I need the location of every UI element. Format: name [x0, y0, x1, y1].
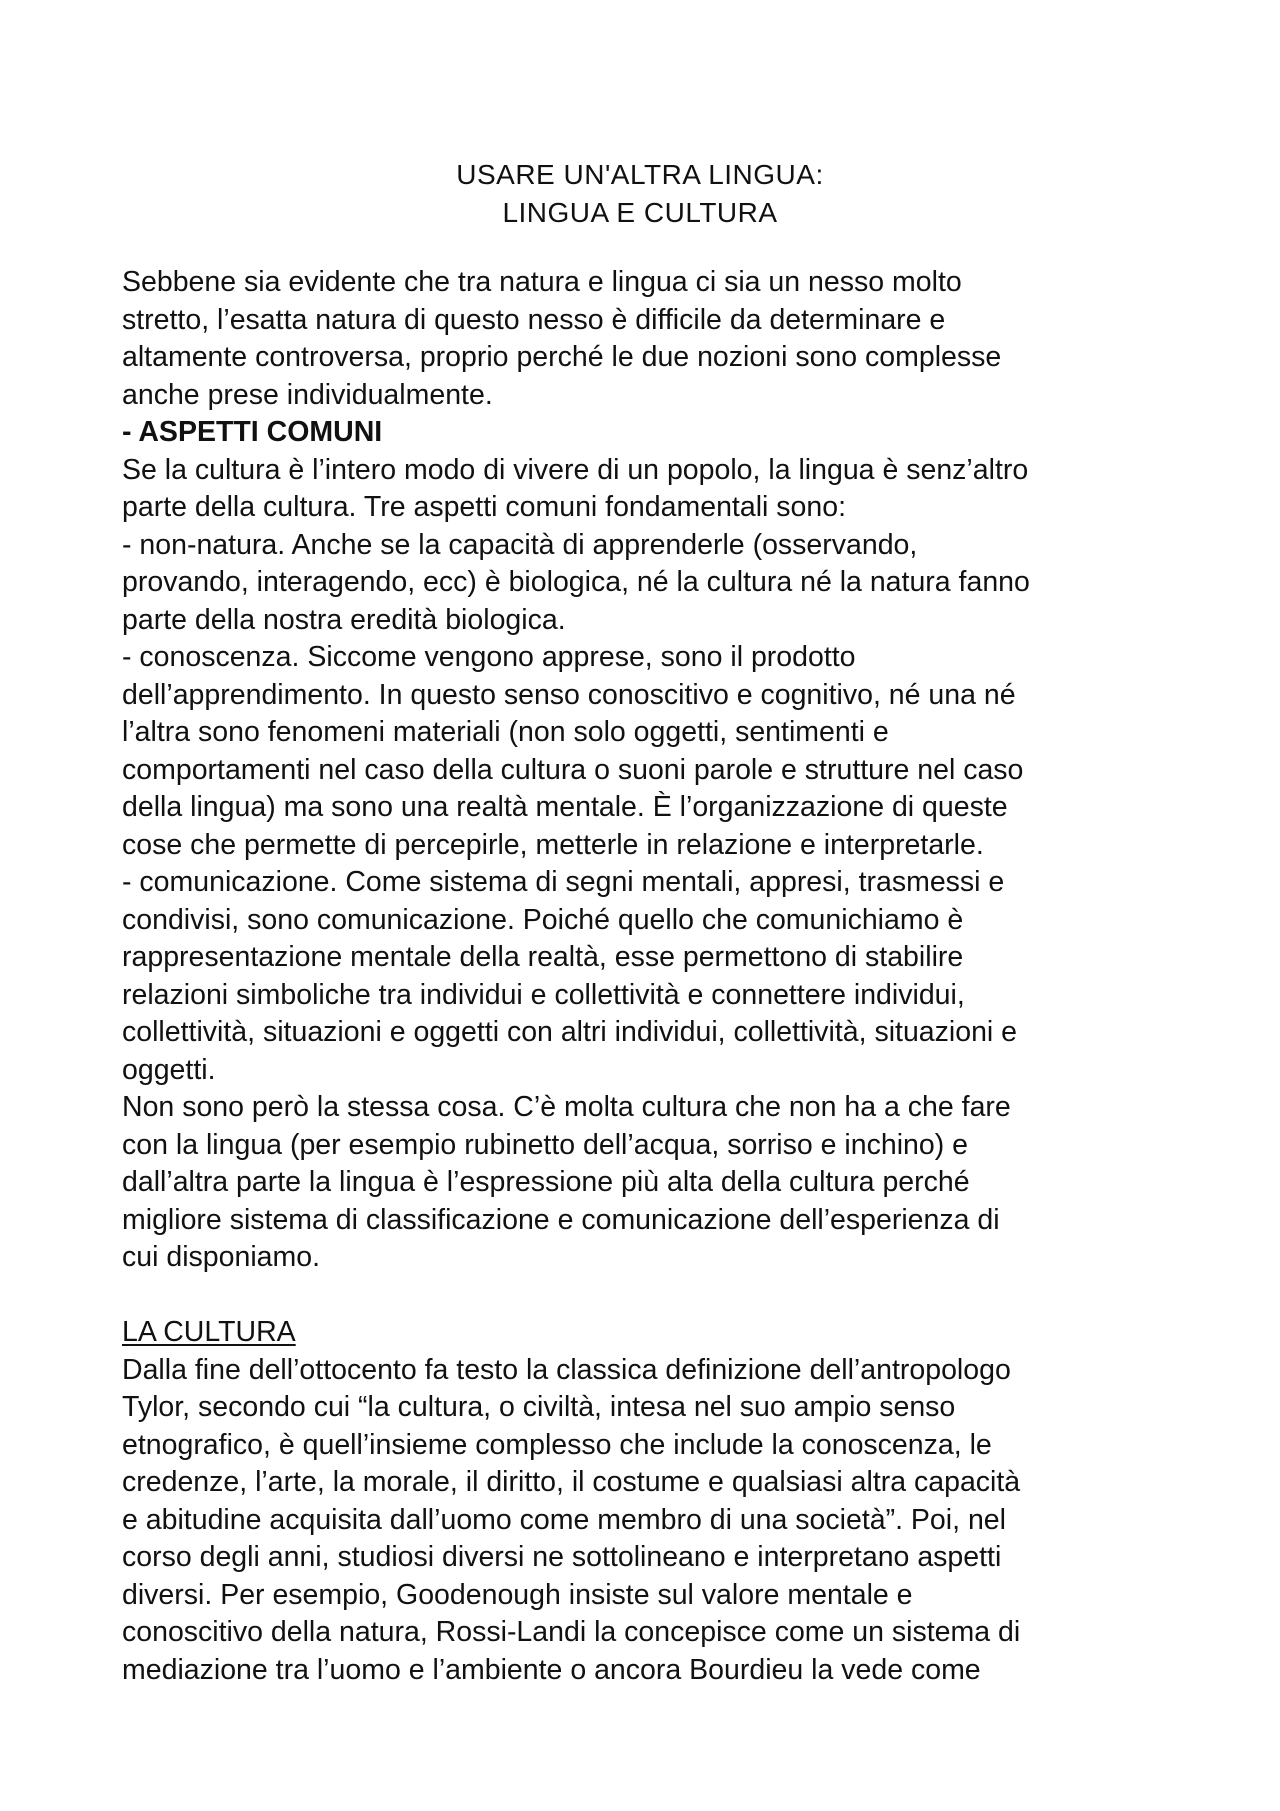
- text-line: con la lingua (per esempio rubinetto dell’acqua, sorriso e inchino) e: [122, 1128, 968, 1161]
- text-line: - comunicazione. Come sistema di segni mentali, appresi, trasmessi e: [122, 866, 1005, 898]
- text-line: migliore sistema di classificazione e comunicazione dell’esperienza di: [122, 1203, 1000, 1236]
- la-cultura-section: [122, 1352, 1162, 1690]
- text-line: Se la cultura è l’intero modo di vivere di un popolo, la lingua è senz’altro: [122, 453, 1029, 486]
- text-line: etnografico, è quell’insieme complesso che include la conoscenza, le: [122, 1428, 992, 1461]
- text-line: dall’altra parte la lingua è l’espressione più alta della cultura perché: [122, 1166, 970, 1198]
- text-line: comportamenti nel caso della cultura o suoni parole e strutture nel caso: [122, 753, 1024, 786]
- text-line: - conoscenza. Siccome vengono apprese, sono il prodotto: [122, 641, 856, 673]
- text-line: altamente controversa, proprio perché le due nozioni sono complesse: [122, 341, 1002, 373]
- text-line: - non-natura. Anche se la capacità di apprenderle (osservando,: [122, 528, 918, 561]
- text-line: stretto, l’esatta natura di questo nesso è difficile da determinare e: [122, 303, 946, 336]
- text-line: parte della cultura. Tre aspetti comuni fondamentali sono:: [122, 491, 846, 523]
- text-line: Dalla fine dell’ottocento fa testo la classica definizione dell’antropologo: [122, 1353, 1011, 1386]
- text-line: mediazione tra l’uomo e l’ambiente o ancora Bourdieu la vede come: [122, 1653, 981, 1686]
- text-line: parte della nostra eredità biologica.: [122, 603, 566, 636]
- text-line: cui disponiamo.: [122, 1241, 321, 1273]
- text-line: Sebbene sia evidente che tra natura e lingua ci sia un nesso molto: [122, 266, 962, 298]
- aspetti-comuni-section: [122, 452, 1162, 1277]
- document-body: [122, 264, 1162, 1689]
- text-line: corso degli anni, studiosi diversi ne sottolineano e interpretano aspetti: [122, 1541, 1002, 1573]
- text-line: e abitudine acquisita dall’uomo come membro di una società”. Poi, nel: [122, 1503, 1006, 1536]
- text-line: conoscitivo della natura, Rossi-Landi la concepisce come un sistema di: [122, 1616, 1021, 1648]
- text-line: l’altra sono fenomeni materiali (non solo oggetti, sentimenti e: [122, 716, 889, 748]
- text-line: credenze, l’arte, la morale, il diritto, il costume e qualsiasi altra capacità: [122, 1466, 1021, 1498]
- paragraph-spacer: [122, 1277, 1162, 1315]
- section-heading-la-cultura: LA CULTURA: [122, 1316, 296, 1348]
- text-line: cose che permette di percepirle, metterle in relazione e interpretarle.: [122, 828, 984, 861]
- text-line: rappresentazione mentale della realtà, esse permettono di stabilire: [122, 941, 964, 973]
- section-heading-aspetti-comuni: - ASPETTI COMUNI: [122, 416, 383, 448]
- text-line: anche prese individualmente.: [122, 378, 493, 411]
- text-line: della lingua) ma sono una realtà mentale. È l’organizzazione di queste: [122, 791, 1008, 823]
- text-line: Non sono però la stessa cosa. C’è molta cultura che non ha a che fare: [122, 1091, 1011, 1123]
- title-line-2: LINGUA E CULTURA: [502, 197, 778, 228]
- text-line: collettività, situazioni e oggetti con altri individui, collettività, situazioni e: [122, 1016, 1018, 1048]
- text-line: oggetti.: [122, 1053, 216, 1086]
- text-line: dell’apprendimento. In questo senso conoscitivo e cognitivo, né una né: [122, 678, 1016, 711]
- text-line: relazioni simboliche tra individui e collettività e connettere individui,: [122, 978, 965, 1011]
- text-line: diversi. Per esempio, Goodenough insiste sul valore mentale e: [122, 1578, 913, 1611]
- text-line: Tylor, secondo cui “la cultura, o civiltà, intesa nel suo ampio senso: [122, 1391, 956, 1423]
- intro-paragraph: [122, 264, 1162, 414]
- text-line: provando, interagendo, ecc) è biologica, né la cultura né la natura fanno: [122, 566, 1030, 598]
- text-line: condivisi, sono comunicazione. Poiché quello che comunichiamo è: [122, 903, 964, 936]
- document-title: [0, 156, 1280, 232]
- title-line-1: USARE UN'ALTRA LINGUA:: [456, 159, 824, 190]
